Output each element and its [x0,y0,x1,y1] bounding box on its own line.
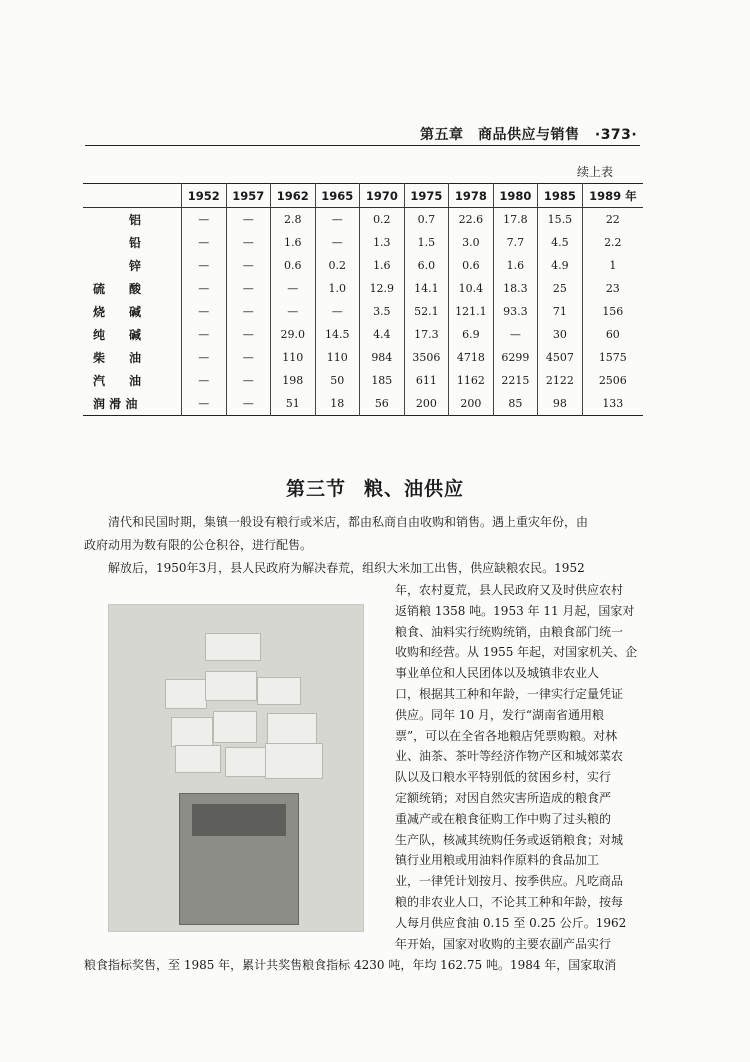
paragraph-line: 粮食、油料实行统购统销，由粮食部门统一 [395,624,624,639]
paragraph-line: 人每月供应食油 0.15 至 0.25 公斤。1962 [395,915,627,930]
column-header: 1980 [493,184,538,208]
table-cell: 0.2 [315,254,360,277]
table-cell: 1 [582,254,643,277]
column-header: 1985 [538,184,583,208]
table-cell: — [315,208,360,232]
table-cell: — [226,346,271,369]
table-cell: 1.6 [493,254,538,277]
table-cell: 12.9 [360,277,405,300]
table-row [83,277,643,300]
section-number: 第三节 [285,478,346,500]
table-cell: 185 [360,369,405,392]
table-cell: — [182,254,227,277]
table-cell: 1.0 [315,277,360,300]
paragraph-line: 队以及口粮水平特别低的贫困乡村，实行 [395,770,612,785]
table-cell: 18.3 [493,277,538,300]
table-cell: 156 [582,300,643,323]
table-cell: 0.7 [404,208,449,232]
table-cell: 198 [271,369,316,392]
row-label: 柴 油 [93,351,142,365]
table-header-row [83,184,643,208]
table-cell: — [226,369,271,392]
table-cell: 50 [315,369,360,392]
table-cell: 10.4 [449,277,494,300]
table-cell: 133 [582,392,643,416]
table-cell: — [226,323,271,346]
ration-coupon-image [175,745,221,773]
paragraph-line: 镇行业用粮或用油料作原料的食品加工 [395,853,600,868]
table-cell: 56 [360,392,405,416]
table-cell: 25 [538,277,583,300]
table-cell: — [182,208,227,232]
column-header: 1978 [449,184,494,208]
table-row [83,323,643,346]
table-cell: 0.6 [449,254,494,277]
table-cell: 23 [582,277,643,300]
paragraph-line: 清代和民国时期，集镇一般设有粮行或米店，都由私商自由收购和销售。遇上重灾年份，由 [108,515,589,529]
table-cell: 22 [582,208,643,232]
table-cell: 2122 [538,369,583,392]
table-cell: 1.6 [271,231,316,254]
ration-coupon-image [205,671,257,701]
column-header: 1957 [226,184,271,208]
paragraph-line: 事业单位和人民团体以及城镇非农业人 [395,666,600,681]
ration-coupon-image [213,711,257,743]
table-row [83,392,643,416]
table-cell: 15.5 [538,208,583,232]
row-label: 硫 酸 [93,282,142,296]
table-cell: — [226,392,271,416]
table-cell: 200 [404,392,449,416]
table-cell: 6.0 [404,254,449,277]
table-cell: — [182,231,227,254]
table-cell: — [182,346,227,369]
continued-label: 续上表 [577,165,614,179]
table-cell: 0.6 [271,254,316,277]
table-cell: 29.0 [271,323,316,346]
table-cell: 22.6 [449,208,494,232]
column-header: 1965 [315,184,360,208]
table-cell: 14.1 [404,277,449,300]
ration-coupons-photo [108,604,364,932]
paragraph-line: 业，一律凭计划按月、按季供应。凡吃商品 [395,874,624,889]
paragraph-line: 生产队，核减其统购任务或返销粮食；对城 [395,832,624,847]
row-label: 汽 油 [93,374,142,388]
table-row [83,300,643,323]
table-cell: 1.6 [360,254,405,277]
table-cell: 0.2 [360,208,405,232]
table-cell: 611 [404,369,449,392]
paragraph-line: 票”，可以在全省各地粮店凭票购粮。对林 [395,728,618,743]
table-cell: 14.5 [315,323,360,346]
table-cell: 984 [360,346,405,369]
column-header: 1989 年 [582,184,643,208]
table-cell: 93.3 [493,300,538,323]
table-cell: 4507 [538,346,583,369]
table-cell: 3506 [404,346,449,369]
ration-coupon-image [265,743,323,779]
table-cell: 6.9 [449,323,494,346]
table-cell: 18 [315,392,360,416]
table-cell: — [182,323,227,346]
table-cell: 98 [538,392,583,416]
table-cell: 1.5 [404,231,449,254]
column-header: 1952 [182,184,227,208]
table-cell: — [182,300,227,323]
table-cell: 4718 [449,346,494,369]
ration-coupon-image [171,717,213,747]
ration-booklet-image [179,793,299,925]
table-cell: — [315,300,360,323]
table-cell: 110 [315,346,360,369]
table-row [83,369,643,392]
column-header: 1970 [360,184,405,208]
table-row [83,231,643,254]
row-label: 润 滑 油 [93,397,138,411]
table-cell: — [315,231,360,254]
table-cell: — [226,277,271,300]
table-cell: 3.5 [360,300,405,323]
table-cell: — [182,369,227,392]
section-title [0,474,750,501]
table-cell: 1575 [582,346,643,369]
running-header [420,124,637,144]
ration-coupon-image [165,679,207,709]
table-cell: 2506 [582,369,643,392]
paragraph-line: 重减产或在粮食征购工作中购了过头粮的 [395,811,612,826]
row-label: 铅 [128,236,141,250]
paragraph-line: 供应。同年 10 月，发行“湖南省通用粮 [395,707,605,722]
paragraph-line: 口，根据其工种和年龄，一律实行定量凭证 [395,687,624,701]
table-cell: 2.8 [271,208,316,232]
paragraph-line: 粮食指标奖售，至 1985 年，累计共奖售粮食指标 4230 吨，年均 162.75 吨。1984 年，国家取消 [84,958,617,972]
chapter-title: 第五章 商品供应与销售 [420,127,580,143]
column-header: 1975 [404,184,449,208]
table-cell: — [226,254,271,277]
paragraph-line: 年，农村夏荒，县人民政府又及时供应农村 [395,583,624,597]
table-cell: — [182,392,227,416]
column-header [83,184,182,208]
row-label: 烧 碱 [93,305,142,319]
table-cell: 52.1 [404,300,449,323]
table-cell: 4.9 [538,254,583,277]
table-cell: — [271,300,316,323]
table-cell: 4.5 [538,231,583,254]
paragraph-line: 定额统销；对因自然灾害所造成的粮食严 [395,791,612,805]
table-cell: — [226,208,271,232]
table-row [83,254,643,277]
row-label: 铝 [128,213,141,227]
table-cell: 110 [271,346,316,369]
row-label: 锌 [128,259,141,273]
table-cell: 51 [271,392,316,416]
ration-coupon-image [225,747,267,777]
table-cell: 71 [538,300,583,323]
table-cell: 30 [538,323,583,346]
table-cell: 6299 [493,346,538,369]
paragraph-line: 业、油茶、茶叶等经济作物产区和城郊菜农 [395,749,624,764]
table-cell: 17.3 [404,323,449,346]
paragraph-line: 返销粮 1358 吨。1953 年 11 月起，国家对 [395,603,635,618]
paragraph-line: 粮的非农业人口，不论其工种和年龄，按每 [395,895,624,909]
table-row [83,346,643,369]
page-number: ·373· [594,127,638,143]
table-cell: — [493,323,538,346]
table-cell: — [182,277,227,300]
row-label: 纯 碱 [93,328,142,342]
ration-coupon-image [257,677,301,705]
header-rule [85,145,640,146]
table-cell: 2215 [493,369,538,392]
table-cell: 17.8 [493,208,538,232]
table-cell: 7.7 [493,231,538,254]
table-cell: 60 [582,323,643,346]
table-cell: — [226,231,271,254]
table-cell: 1.3 [360,231,405,254]
table-cell: 200 [449,392,494,416]
column-header: 1962 [271,184,316,208]
table-cell: — [271,277,316,300]
paragraph-line: 政府动用为数有限的公仓积谷，进行配售。 [84,538,313,552]
table-cell: 121.1 [449,300,494,323]
section-name: 粮、油供应 [364,478,465,500]
table-cell: 85 [493,392,538,416]
table-row [83,208,643,232]
paragraph-line: 年开始，国家对收购的主要农副产品实行 [395,936,612,951]
paragraph-line: 收购和经营。从 1955 年起，对国家机关、企 [395,645,638,660]
table-cell: 1162 [449,369,494,392]
table-cell: — [226,300,271,323]
table-cell: 3.0 [449,231,494,254]
table-cell: 4.4 [360,323,405,346]
table-cell: 2.2 [582,231,643,254]
ration-coupon-image [205,633,261,661]
statistics-table [83,183,643,416]
paragraph-line: 解放后，1950年3月，县人民政府为解决春荒，组织大米加工出售，供应缺粮农民。1952 [108,561,585,575]
